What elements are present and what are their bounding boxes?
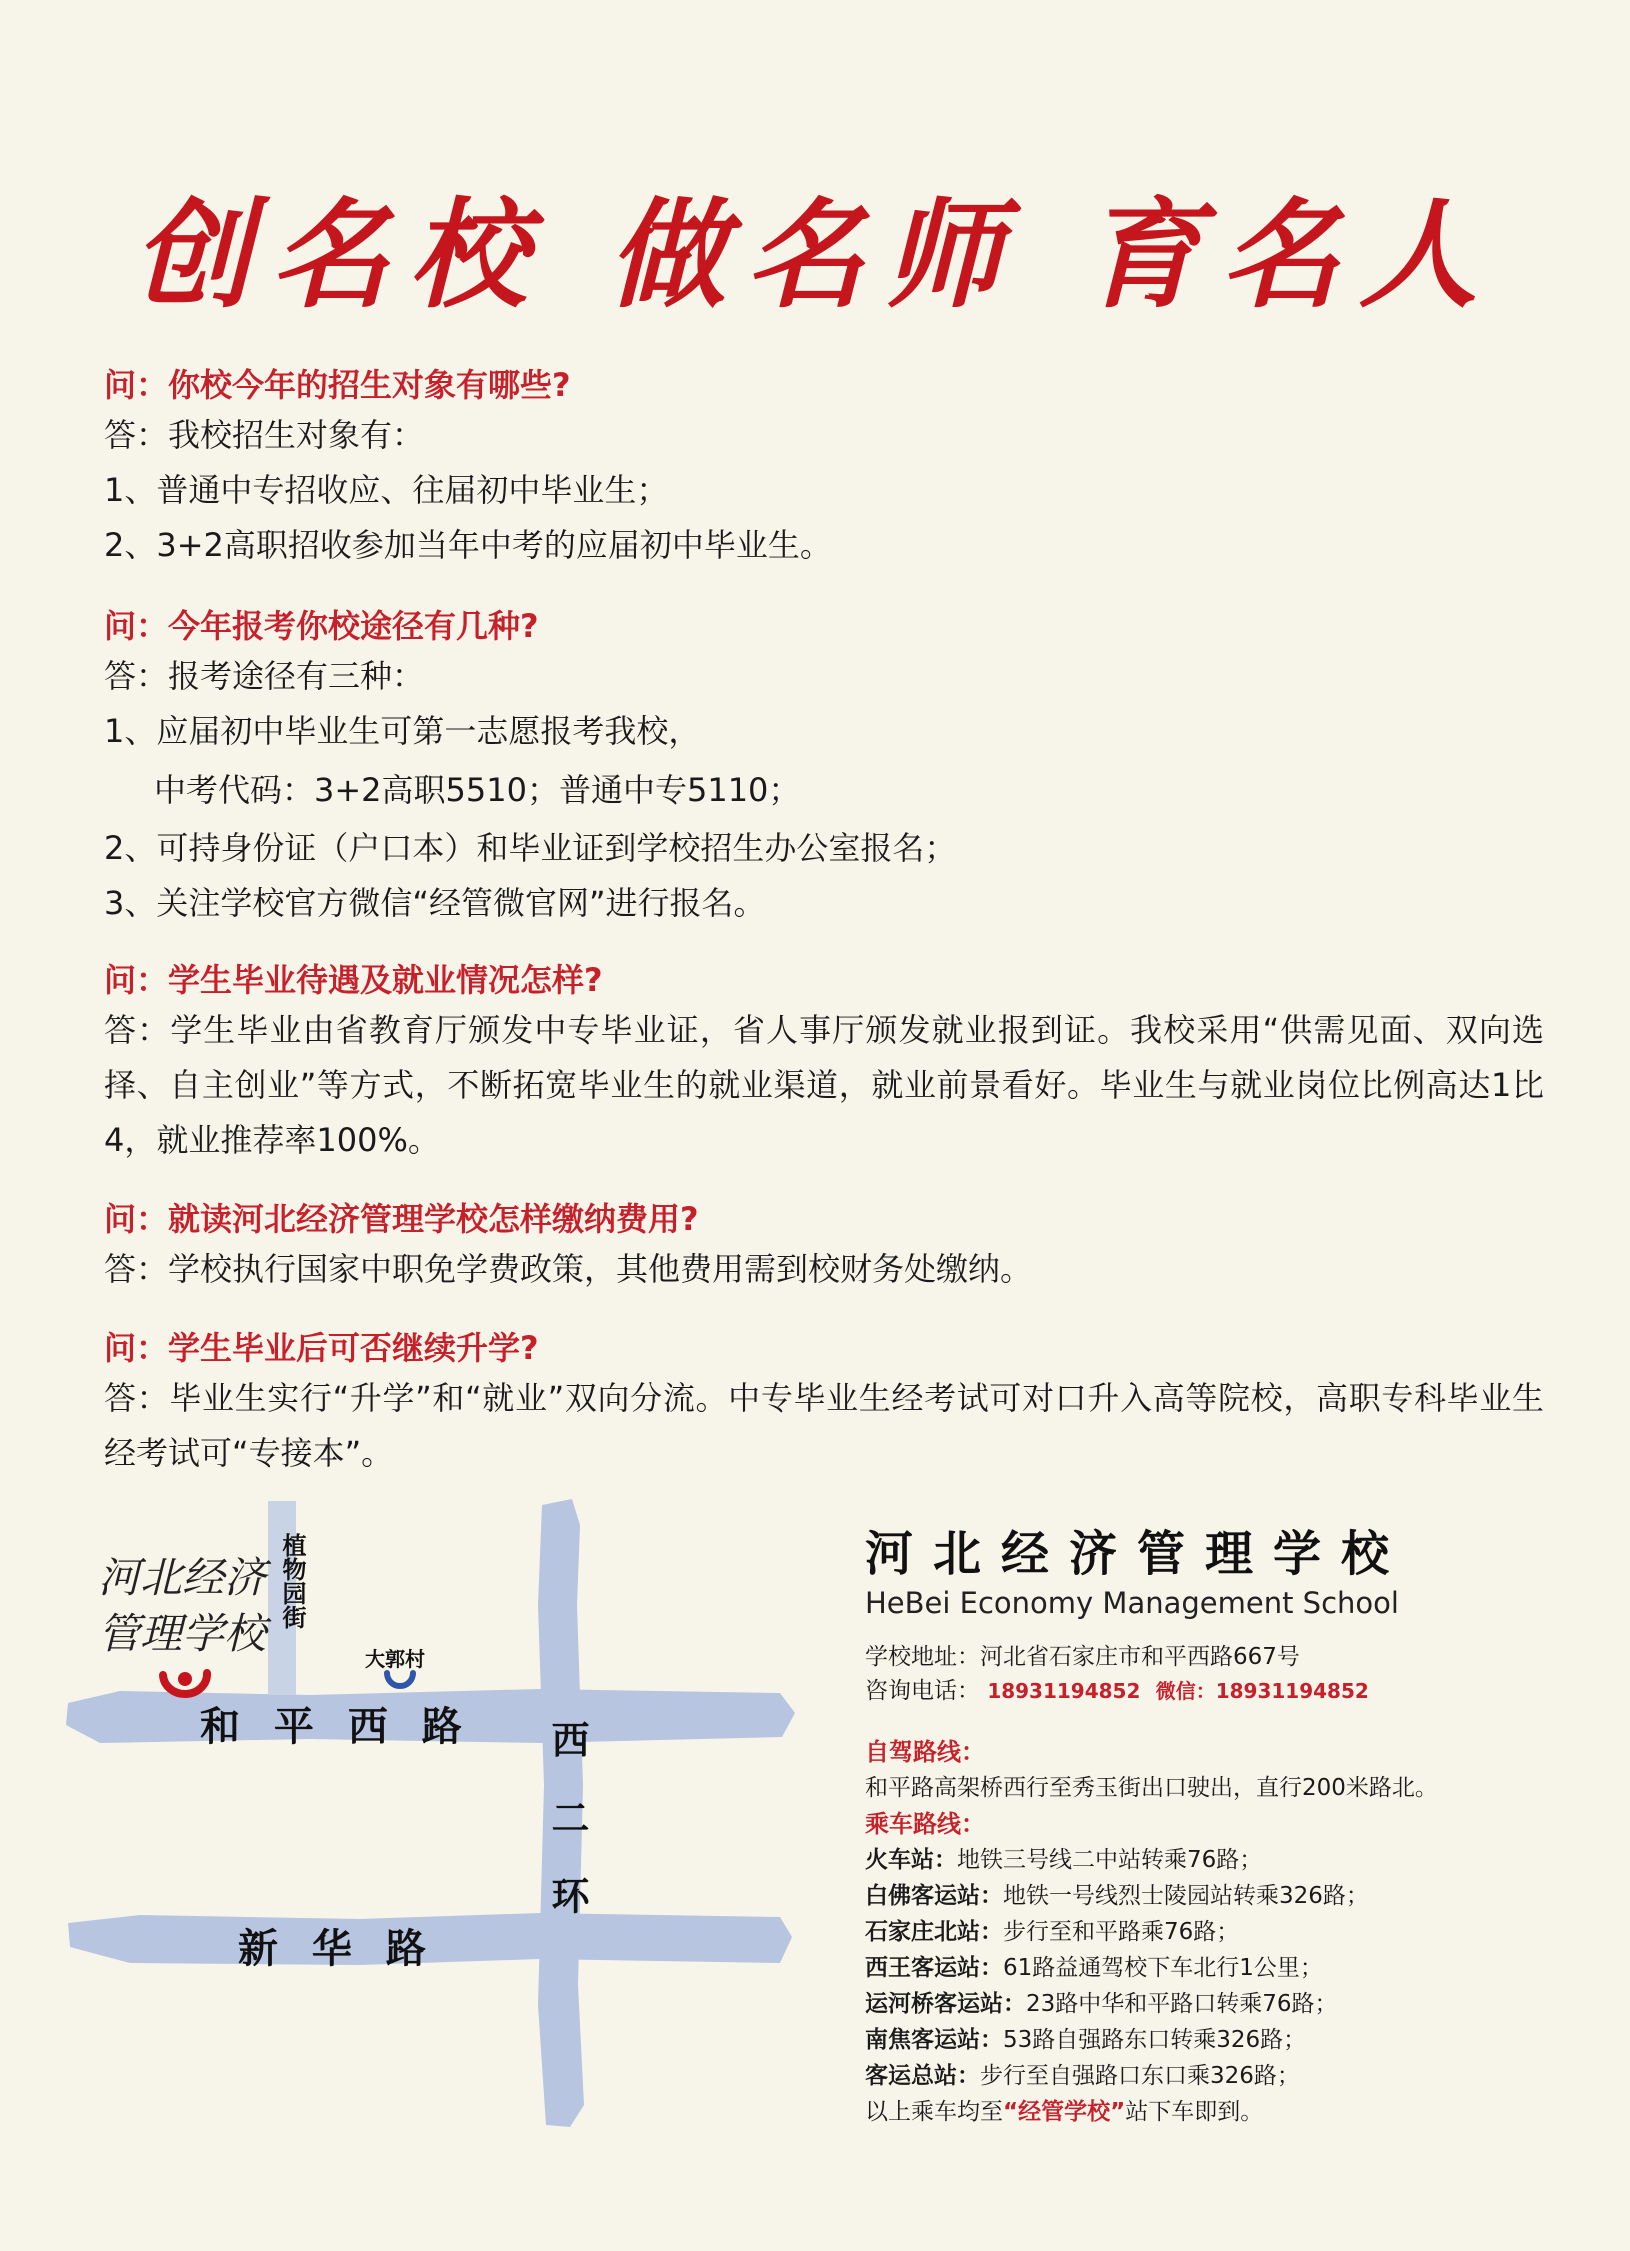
faq-answer-line: 答：报考途径有三种： xyxy=(104,657,425,695)
final-prefix: 以上乘车均至 xyxy=(865,2099,1003,2125)
address-label: 学校地址： xyxy=(865,1644,980,1670)
location-map xyxy=(60,1485,800,2135)
route-desc: 步行至自强路口东口乘326路； xyxy=(980,2063,1300,2089)
route-desc: 地铁一号线烈士陵园站转乘326路； xyxy=(1003,1883,1369,1909)
final-suffix: 站下车即到。 xyxy=(1125,2099,1264,2125)
faq-question: 问：就读河北经济管理学校怎样缴纳费用? xyxy=(104,1200,699,1238)
road-label-xinhualu: 新 华 路 xyxy=(238,1925,436,1972)
faq-answer-line: 2、3+2高职招收参加当年中考的应届初中毕业生。 xyxy=(104,526,832,564)
faq-item xyxy=(104,1196,1544,1297)
faq-answer-line: 答：我校招生对象有： xyxy=(104,416,425,454)
route-desc: 61路益通驾校下车北行1公里； xyxy=(1003,1955,1323,1981)
faq-item xyxy=(104,603,1544,931)
school-calligraphy-logo: 河北经济 管理学校 xyxy=(98,1553,267,1658)
faq-question: 问：你校今年的招生对象有哪些? xyxy=(104,366,571,404)
phone-label: 咨询电话： xyxy=(865,1678,980,1704)
village-marker-icon xyxy=(382,1665,418,1699)
address-value: 河北省石家庄市和平西路667号 xyxy=(980,1644,1300,1670)
bus-final xyxy=(865,2094,1565,2130)
school-info xyxy=(865,1515,1565,2130)
bus-route xyxy=(865,2022,1565,2058)
bus-route xyxy=(865,1878,1565,1914)
route-desc: 53路自强路东口转乘326路； xyxy=(1003,2027,1307,2053)
drive-text: 和平路高架桥西行至秀玉街出口驶出，直行200米路北。 xyxy=(865,1775,1438,1801)
route-desc: 23路中华和平路口转乘76路； xyxy=(1026,1991,1338,2017)
faq-item xyxy=(104,957,1544,1168)
school-name-en: HeBei Economy Management School xyxy=(865,1586,1399,1620)
faq-answer-line: 1、应届初中毕业生可第一志愿报考我校， xyxy=(104,712,701,750)
route-station: 西王客运站： xyxy=(865,1955,1003,1981)
route-station: 白佛客运站： xyxy=(865,1883,1003,1909)
route-desc: 地铁三号线二中站转乘76路； xyxy=(957,1847,1263,1873)
faq-answer-line: 1、普通中专招收应、往届初中毕业生； xyxy=(104,471,669,509)
street-label-zhiwuyuan: 植物园街 xyxy=(278,1533,307,1629)
faq-answer-line: 2、可持身份证（户口本）和毕业证到学校招生办公室报名； xyxy=(104,829,957,867)
route-desc: 步行至和平路乘76路； xyxy=(1003,1919,1240,1945)
road-label-xierhuan: 西二环 xyxy=(545,1720,590,1954)
slogan: 创名校 做名师 育名人 xyxy=(132,185,1498,324)
faq-question: 问：学生毕业待遇及就业情况怎样? xyxy=(104,961,603,999)
road-label-hepingxilu: 和 平 西 路 xyxy=(200,1703,472,1750)
bus-title: 乘车路线： xyxy=(865,1810,985,1838)
faq-question: 问：今年报考你校途径有几种? xyxy=(104,607,539,645)
faq-answer: 答：毕业生实行“升学”和“就业”双向分流。中专毕业生经考试可对口升入高等院校，高职专科毕业生经考试可“专接本”。 xyxy=(104,1379,1544,1472)
faq-answer: 答：学生毕业由省教育厅颁发中专毕业证，省人事厅颁发就业报到证。我校采用“供需见面、双向选择、自主创业”等方式，不断拓宽毕业生的就业渠道，就业前景看好。毕业生与就业岗位比例高达1比4，就业推荐率100%。 xyxy=(104,1011,1544,1159)
faq-answer-line: 3、关注学校官方微信“经管微官网”进行报名。 xyxy=(104,884,766,922)
bus-route xyxy=(865,1914,1565,1950)
bus-route xyxy=(865,1842,1565,1878)
wechat-label: 微信： xyxy=(1155,1679,1216,1703)
final-stop: “经管学校” xyxy=(1003,2099,1126,2125)
route-station: 火车站： xyxy=(865,1847,957,1873)
phone-value[interactable]: 18931194852 xyxy=(987,1679,1141,1703)
route-station: 石家庄北站： xyxy=(865,1919,1003,1945)
address-row xyxy=(865,1640,1565,1674)
bus-route xyxy=(865,2058,1565,2094)
faq-item xyxy=(104,362,1544,573)
phone-row xyxy=(865,1674,1565,1708)
route-station: 客运总站： xyxy=(865,2063,980,2089)
route-station: 南焦客运站： xyxy=(865,2027,1003,2053)
faq-item xyxy=(104,1325,1544,1481)
route-station: 运河桥客运站： xyxy=(865,1991,1026,2017)
bus-route xyxy=(865,1950,1565,1986)
drive-title: 自驾路线： xyxy=(865,1738,985,1766)
faq-answer-line: 中考代码：3+2高职5510；普通中专5110； xyxy=(154,771,801,809)
faq-question: 问：学生毕业后可否继续升学? xyxy=(104,1329,539,1367)
village-label: 大郭村 xyxy=(365,1647,425,1671)
wechat-value[interactable]: 18931194852 xyxy=(1215,1679,1369,1703)
faq-answer: 答：学校执行国家中职免学费政策，其他费用需到校财务处缴纳。 xyxy=(104,1250,1033,1288)
school-name-cn: 河北经济管理学校 xyxy=(865,1526,1410,1582)
bus-route xyxy=(865,1986,1565,2022)
